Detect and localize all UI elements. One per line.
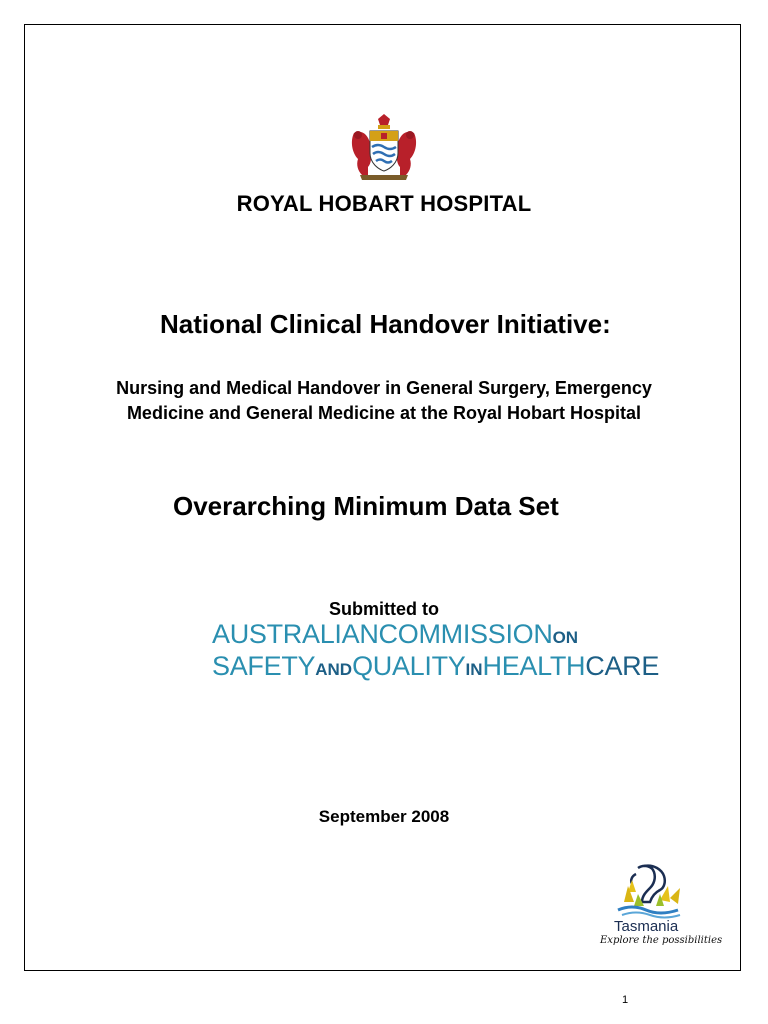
tasmania-name: Tasmania	[614, 918, 679, 935]
commission-logo-line-2: SAFETYANDQUALITYINHEALTHCARE	[212, 651, 660, 681]
document-title: National Clinical Handover Initiative:	[160, 309, 611, 339]
hospital-name: ROYAL HOBART HOSPITAL	[236, 191, 532, 216]
subtitle-line-1: Nursing and Medical Handover in General Surgery, Emergency	[116, 378, 652, 398]
commission-logo	[212, 619, 660, 684]
submission-date: September 2008	[318, 807, 450, 826]
commission-logo-line-1: AUSTRALIANCOMMISSIONON	[212, 619, 579, 649]
submitted-to-label: Submitted to	[329, 599, 439, 619]
page-number: 1	[622, 994, 629, 1006]
data-set-heading: Overarching Minimum Data Set	[173, 491, 559, 521]
hospital-crest-icon	[348, 113, 420, 181]
subtitle-line-2: Medicine and General Medicine at the Royal Hobart Hospital	[126, 403, 642, 423]
tasmania-slogan: Explore the possibilities	[600, 935, 723, 946]
document-subtitle	[0, 376, 768, 426]
